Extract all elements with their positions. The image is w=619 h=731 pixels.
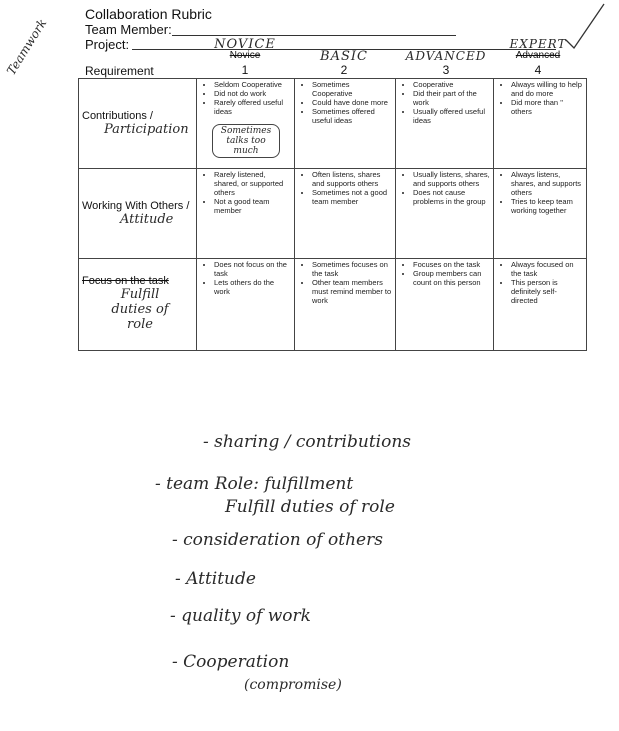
requirement-cell: Contributions / Participation xyxy=(79,79,197,169)
criterion: • Could have done more xyxy=(312,98,392,107)
rubric-cell xyxy=(494,259,587,351)
requirement-cell xyxy=(79,259,197,351)
requirement-handwritten: Attitude xyxy=(120,212,174,227)
criterion: • Rarely offered useful ideas xyxy=(214,98,291,116)
rubric-cell xyxy=(295,79,396,169)
rubric-cell xyxy=(494,169,587,259)
criterion: • This person is definitely self-directed xyxy=(511,278,583,305)
note-line: (compromise) xyxy=(244,677,342,693)
criterion: • Does not focus on the task xyxy=(214,260,291,278)
criterion: • Sometimes Cooperative xyxy=(312,80,392,98)
project-label: Project: xyxy=(85,37,130,52)
note-line: - sharing / contributions xyxy=(203,432,411,452)
level-1-number: 1 xyxy=(241,63,249,77)
margin-note-teamwork: Teamwork xyxy=(4,16,50,78)
criterion: • Does not cause problems in the group xyxy=(413,188,490,206)
note-line: - consideration of others xyxy=(172,530,383,550)
criterion: • Did more than " others xyxy=(511,98,583,116)
criterion: • Tries to keep team working together xyxy=(511,197,583,215)
table-row xyxy=(79,259,587,351)
page-title: Collaboration Rubric xyxy=(85,6,212,22)
team-member-label: Team Member: xyxy=(85,22,172,37)
level-4-number: 4 xyxy=(534,63,542,77)
criterion: • Did not do work xyxy=(214,89,291,98)
team-member-field[interactable] xyxy=(172,35,456,36)
criterion: • Always focused on the task xyxy=(511,260,583,278)
criterion: • Always listens, shares, and supports others xyxy=(511,170,583,197)
requirement-handwritten: Participation xyxy=(104,122,189,137)
requirement-cell: Working With Others / Attitude xyxy=(79,169,197,259)
criterion: • Rarely listened, shared, or supported others xyxy=(214,170,291,197)
note-line: - Cooperation xyxy=(172,652,290,672)
rubric-cell xyxy=(197,79,295,169)
rubric-cell xyxy=(197,169,295,259)
criterion: • Group members can count on this person xyxy=(413,269,490,287)
rubric-table xyxy=(78,78,587,351)
rubric-cell xyxy=(396,259,494,351)
level-1-crossed: Novice xyxy=(229,50,261,61)
rubric-cell xyxy=(295,259,396,351)
level-3-handwritten: ADVANCED xyxy=(405,49,487,63)
level-2-number: 2 xyxy=(340,63,348,77)
level-3-number: 3 xyxy=(442,63,450,77)
criterion: • Cooperative xyxy=(413,80,490,89)
criterion: • Did their part of the work xyxy=(413,89,490,107)
requirement-handwritten: Fulfill duties of role xyxy=(111,287,169,332)
criterion: • Lets others do the work xyxy=(214,278,291,296)
criterion: • Not a good team member xyxy=(214,197,291,215)
level-1-handwritten: NOVICE xyxy=(214,37,276,52)
requirement-label: Working With Others xyxy=(82,200,184,212)
criterion: • Usually offered useful ideas xyxy=(413,107,490,125)
level-4-handwritten: EXPERT xyxy=(509,37,567,51)
criterion: • Seldom Cooperative xyxy=(214,80,291,89)
criterion: • Sometimes not a good team member xyxy=(312,188,392,206)
requirement-label: Contributions xyxy=(82,110,147,122)
criterion: • Other team members must remind member to work xyxy=(312,278,392,305)
rubric-cell xyxy=(494,79,587,169)
note-line: - quality of work xyxy=(170,606,311,626)
level-2-handwritten: BASIC xyxy=(320,49,368,64)
rubric-cell xyxy=(396,169,494,259)
note-line: Fulfill duties of role xyxy=(225,497,395,517)
level-4-crossed: Advanced xyxy=(515,50,561,61)
rubric-cell xyxy=(396,79,494,169)
criterion: • Usually listens, shares, and supports others xyxy=(413,170,490,188)
table-row xyxy=(79,169,587,259)
requirement-header: Requirement xyxy=(85,64,154,78)
cell-handwritten-note: Sometimes talks too much xyxy=(212,124,280,158)
note-line: - team Role: fulfillment xyxy=(155,474,354,494)
criterion: • Always willing to help and do more xyxy=(511,80,583,98)
criterion: • Sometimes focuses on the task xyxy=(312,260,392,278)
table-row xyxy=(79,79,587,169)
note-line: - Attitude xyxy=(175,569,256,589)
rubric-cell xyxy=(295,169,396,259)
criterion: • Sometimes offered useful ideas xyxy=(312,107,392,125)
criterion: • Focuses on the task xyxy=(413,260,490,269)
rubric-cell xyxy=(197,259,295,351)
criterion: • Often listens, shares and supports others xyxy=(312,170,392,188)
requirement-label: Focus on the task xyxy=(82,275,169,287)
